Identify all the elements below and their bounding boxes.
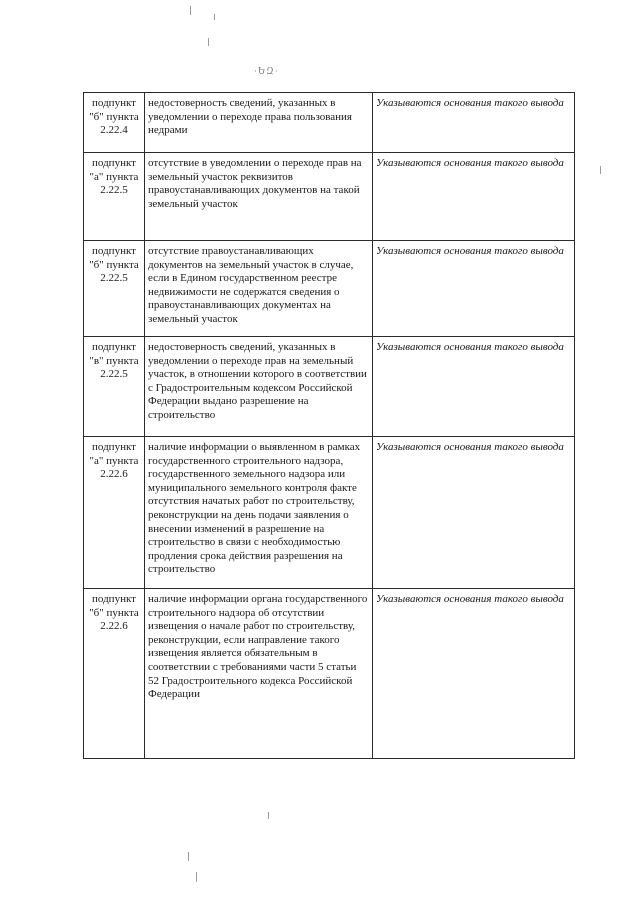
explanation-note: Указываются основания такого вывода: [373, 589, 575, 759]
clause-reference: подпункт "б" пункта 2.22.5: [84, 241, 145, 337]
scan-speck: [600, 166, 601, 174]
explanation-note: Указываются основания такого вывода: [373, 153, 575, 241]
scan-speck: [196, 872, 197, 882]
table-row: [84, 93, 575, 153]
refusal-ground: отсутствие в уведомлении о переходе прав на земельный участок реквизитов правоустанавливающих документов на такой земельный участок: [145, 153, 373, 241]
clause-reference: подпункт "а" пункта 2.22.5: [84, 153, 145, 241]
refusal-ground: отсутствие правоустанавливающих документов на земельный участок в случае, если в Едином государственном реестре недвижимости не содержатся сведения о правоустанавливающих документах на земельный участок: [145, 241, 373, 337]
clause-reference: подпункт "б" пункта 2.22.4: [84, 93, 145, 153]
table-row: [84, 337, 575, 437]
scan-speck: [208, 38, 209, 46]
explanation-note: Указываются основания такого вывода: [373, 93, 575, 153]
table-row: [84, 589, 575, 759]
grounds-table: [83, 92, 575, 759]
table-row: [84, 153, 575, 241]
refusal-ground: наличие информации о выявленном в рамках государственного строительного надзора, государственного земельного надзора или муниципального земельного контроля факте отсутствия начатых работ по строительству, реконструкции на день подачи заявления о внесении изменений в разрешение на строительство в связи с необходимостью продления срока действия разрешения на строительство: [145, 437, 373, 589]
scan-speck: [190, 6, 191, 15]
explanation-note: Указываются основания такого вывода: [373, 337, 575, 437]
scan-speck: [268, 812, 269, 819]
refusal-ground: недостоверность сведений, указанных в уведомлении о переходе прав на земельный участок, в отношении которого в соответствии с Градостроительным кодексом Российской Федерации выдано разрешение на строительство: [145, 337, 373, 437]
table-row: [84, 437, 575, 589]
explanation-note: Указываются основания такого вывода: [373, 241, 575, 337]
clause-reference: подпункт "в" пункта 2.22.5: [84, 337, 145, 437]
clause-reference: подпункт "а" пункта 2.22.6: [84, 437, 145, 589]
page-mark: ·ԵԶ·: [254, 66, 279, 76]
table-row: [84, 241, 575, 337]
refusal-ground: недостоверность сведений, указанных в уведомлении о переходе права пользования недрами: [145, 93, 373, 153]
refusal-ground: наличие информации органа государственного строительного надзора об отсутствии извещения о начале работ по строительству, реконструкции, если направление такого извещения является обязательным в соответствии с требованиями части 5 статьи 52 Градостроительного кодекса Российской Федерации: [145, 589, 373, 759]
scan-speck: [214, 14, 215, 20]
clause-reference: подпункт "б" пункта 2.22.6: [84, 589, 145, 759]
explanation-note: Указываются основания такого вывода: [373, 437, 575, 589]
scan-speck: [188, 852, 189, 861]
